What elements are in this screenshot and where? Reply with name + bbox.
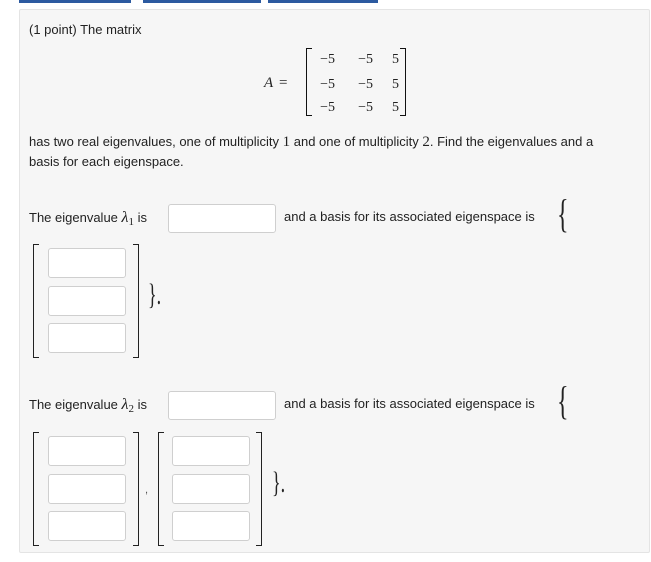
eigenvalue-2-prefix: The eigenvalue bbox=[29, 397, 122, 412]
vector-2a-entry-3[interactable] bbox=[48, 511, 126, 541]
matrix-left-bracket bbox=[306, 48, 312, 116]
problem-card bbox=[19, 9, 650, 553]
eigenvalue-1-field[interactable] bbox=[169, 205, 275, 232]
vector-2b-entry-2[interactable] bbox=[172, 474, 250, 504]
vector-1-right-bracket bbox=[133, 244, 139, 358]
eigenvalue-1-input[interactable] bbox=[168, 204, 276, 233]
matrix-cell: −5 bbox=[358, 100, 373, 115]
eigenvalue-2-suffix: is bbox=[133, 397, 147, 412]
eigenvalue-2-input[interactable] bbox=[168, 391, 276, 420]
matrix-cell: −5 bbox=[320, 77, 335, 92]
basis-2-label: and a basis for its associated eigenspace is bbox=[284, 396, 535, 411]
vector-2a-entry-1[interactable] bbox=[48, 436, 126, 466]
vector-2a-left-bracket bbox=[33, 432, 39, 546]
basis-2-open-brace: { bbox=[557, 378, 569, 423]
top-tab-2[interactable] bbox=[143, 0, 261, 3]
vector-1-entry-1-field[interactable] bbox=[49, 249, 125, 277]
basis-1-open-brace: { bbox=[557, 191, 569, 236]
vector-2b-left-bracket bbox=[158, 432, 164, 546]
matrix-cell: 5 bbox=[392, 77, 399, 92]
lambda-1-symbol bbox=[122, 209, 134, 226]
matrix-cell: 5 bbox=[392, 52, 399, 67]
vector-1-left-bracket bbox=[33, 244, 39, 358]
eigenvalue-1-label bbox=[29, 209, 147, 227]
eigenvalue-1-prefix: The eigenvalue bbox=[29, 210, 122, 225]
matrix-equals: = bbox=[279, 75, 288, 91]
vector-1-entry-2[interactable] bbox=[48, 286, 126, 316]
desc-text-c: . Find the eigenvalues and a bbox=[429, 134, 594, 149]
multiplicity-1: 1 bbox=[282, 134, 291, 150]
matrix-cell: 5 bbox=[392, 100, 399, 115]
vector-2a-entry-3-field[interactable] bbox=[49, 512, 125, 540]
matrix-cell: −5 bbox=[320, 52, 335, 67]
desc-text-b: and one of multiplicity bbox=[290, 134, 423, 149]
lambda-2-symbol bbox=[122, 396, 134, 413]
problem-intro: (1 point) The matrix bbox=[29, 22, 142, 37]
lambda-2-letter: λ bbox=[121, 396, 129, 413]
problem-description-line2: basis for each eigenspace. bbox=[29, 154, 184, 169]
top-tab-1[interactable] bbox=[19, 0, 131, 3]
eigenvalue-2-field[interactable] bbox=[169, 392, 275, 419]
basis-2-close-brace: }. bbox=[272, 466, 286, 499]
vector-1-entry-2-field[interactable] bbox=[49, 287, 125, 315]
matrix-right-bracket bbox=[400, 48, 406, 116]
basis-1-label: and a basis for its associated eigenspace is bbox=[284, 209, 535, 224]
problem-description bbox=[29, 134, 593, 151]
matrix-cell: −5 bbox=[358, 52, 373, 67]
vector-1-entry-3-field[interactable] bbox=[49, 324, 125, 352]
vector-2b-entry-1[interactable] bbox=[172, 436, 250, 466]
vector-separator: , bbox=[145, 484, 149, 496]
basis-1-close-brace: }. bbox=[148, 278, 162, 311]
eigenvalue-2-label bbox=[29, 396, 147, 414]
vector-2b-entry-3-field[interactable] bbox=[173, 512, 249, 540]
eigenvalue-1-suffix: is bbox=[133, 210, 147, 225]
matrix-cell: −5 bbox=[358, 77, 373, 92]
vector-2a-entry-2-field[interactable] bbox=[49, 475, 125, 503]
vector-2b-entry-2-field[interactable] bbox=[173, 475, 249, 503]
top-tab-3[interactable] bbox=[268, 0, 378, 3]
vector-1-entry-3[interactable] bbox=[48, 323, 126, 353]
matrix-cell: −5 bbox=[320, 100, 335, 115]
desc-text-a: has two real eigenvalues, one of multiplicity bbox=[29, 134, 283, 149]
vector-2a-entry-1-field[interactable] bbox=[49, 437, 125, 465]
vector-2b-entry-3[interactable] bbox=[172, 511, 250, 541]
multiplicity-2: 2 bbox=[422, 134, 430, 150]
vector-1-entry-1[interactable] bbox=[48, 248, 126, 278]
vector-2a-entry-2[interactable] bbox=[48, 474, 126, 504]
vector-2b-right-bracket bbox=[256, 432, 262, 546]
vector-2a-right-bracket bbox=[133, 432, 139, 546]
lambda-1-letter: λ bbox=[121, 209, 129, 226]
matrix-label: A bbox=[264, 75, 274, 91]
vector-2b-entry-1-field[interactable] bbox=[173, 437, 249, 465]
lambda-2-subscript: 2 bbox=[128, 403, 134, 415]
lambda-1-subscript: 1 bbox=[128, 216, 134, 228]
